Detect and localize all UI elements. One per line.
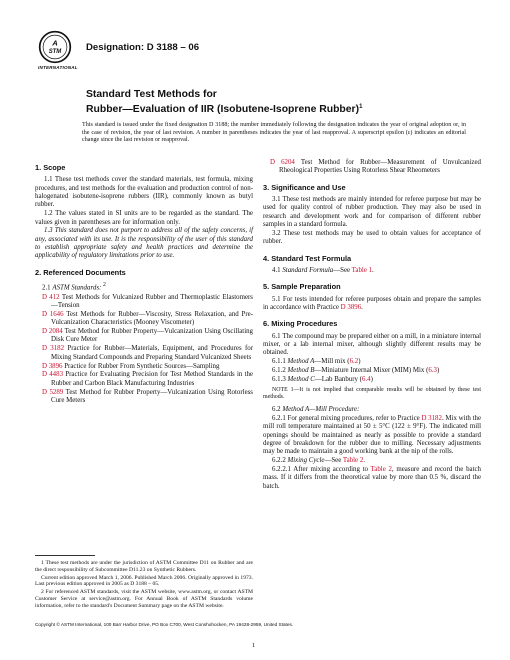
punctuation: .: [361, 303, 363, 311]
document-title: [86, 88, 486, 116]
paragraph-number: 6.2.2: [272, 457, 286, 465]
paragraph-6-1-1: [263, 358, 481, 366]
paragraph-text: —Lab Banbury (: [314, 375, 362, 383]
paragraph-text: —See: [333, 266, 352, 274]
reference-link-d412[interactable]: D 412: [42, 293, 60, 301]
section-6-2-link[interactable]: 6.2: [349, 358, 359, 366]
method-label: Method A: [287, 358, 315, 366]
reference-link-d6204[interactable]: D 6204: [270, 159, 295, 166]
left-column: [35, 156, 253, 406]
subsection-number: 2.1: [42, 284, 51, 292]
section-heading-sample-preparation: 5. Sample Preparation: [263, 282, 341, 292]
reference-text: Test Method for Rubber Property—Vulcanization Using Rotorless Cure Meters: [51, 388, 253, 404]
punctuation: .: [372, 266, 374, 274]
paragraph-number: 6.1.1: [272, 358, 286, 366]
d3182-link[interactable]: D 3182: [421, 415, 442, 423]
paragraph-number: 6.2: [272, 406, 281, 414]
svg-text:STM: STM: [48, 48, 62, 55]
svg-text:A: A: [52, 38, 58, 48]
section-heading-significance: 3. Significance and Use: [263, 182, 346, 192]
paragraph-text: 5.1 For tests intended for referee purposes obtain and prepare the samples in accordance with Practice: [263, 295, 481, 311]
section-6-3-link[interactable]: 6.3: [428, 367, 437, 375]
footnote-2: 2 For referenced ASTM standards, visit the ASTM website, www.astm.org, or contact ASTM Customer Service at service@astm.org. For Annual Book of ASTM Standards volume information, refer to the standard's Document Summary page on the ASTM website.: [35, 589, 253, 609]
punctuation: ): [437, 367, 440, 375]
reference-link-d3896[interactable]: D 3896: [42, 362, 63, 370]
punctuation: .: [363, 457, 366, 465]
table-2-link[interactable]: Table 2: [370, 466, 392, 474]
astm-logo-icon: [38, 30, 72, 64]
paragraph-5-1: [263, 296, 481, 313]
designation: Designation: D 3188 – 06: [86, 42, 200, 53]
title-line-2: [86, 101, 486, 116]
reference-text: Practice for Evaluating Precision for Test Method Standards in the Rubber and Carbon Black Manufacturing Industries: [51, 371, 253, 387]
paragraph-6-2-2-1: [263, 466, 481, 491]
paragraph-6-1-2: [263, 367, 481, 375]
section-heading-scope: 1. Scope: [35, 163, 66, 172]
d3896-link[interactable]: D 3896: [340, 303, 362, 311]
paragraph-text: —Miniature Internal Mixer (MIM) Mix (: [314, 367, 429, 375]
reference-text: Test Method for Rubber Property—Vulcanization Using Oscillating Disk Cure Meter: [51, 328, 253, 344]
paragraph-3-1: 3.1 These test methods are mainly intended for referee purpose but may be used for quality control of rubber production. They may also be used in research and development work and for comparison of different rubber samples in a standard formula.: [263, 196, 481, 229]
reference-text: Test Methods for Vulcanized Rubber and Thermoplastic Elastomers—Tension: [51, 293, 253, 310]
reference-item: [35, 389, 253, 406]
paragraph-number: 6.1.3: [272, 375, 286, 383]
paragraph-6-1: 6.1 The compound may be prepared either on a mill, in a miniature internal mixer, or a lab internal mixer, although slightly different results may be obtained.: [263, 332, 481, 357]
footnote-1-edition: Current edition approved March 1, 2006. Published March 2006. Originally approved in 1973. Last previous edition approved in 2005 as D 3188 – 05.: [35, 574, 253, 588]
reference-item: [35, 311, 253, 328]
paragraph-1-2: 1.2 The values stated in SI units are to be regarded as the standard. The values given in parentheses are for information only.: [35, 210, 253, 226]
section-6-4-link[interactable]: 6.4: [361, 375, 371, 383]
paragraph-text: , measure and record the batch mass. If it differs from the theoretical value by more than 0.5 %, discard the batch.: [263, 466, 481, 490]
paragraph-4-1: [263, 267, 481, 275]
paragraph-3-2: 3.2 These test methods may be used to obtain values for acceptance of rubber.: [263, 229, 481, 246]
footnote-1: 1 These test methods are under the jurisdiction of ASTM Committee D11 on Rubber and are the direct responsibility of Subcommittee D11.23 on Synthetic Rubbers.: [35, 560, 253, 573]
paragraph-number: 6.1.2: [272, 367, 286, 375]
paragraph-label: Standard Formula: [282, 266, 334, 274]
title-line-1: Standard Test Methods for: [86, 89, 217, 100]
paragraph-text: 6.2.1 For general mixing procedures, refer to Practice: [272, 415, 422, 423]
paragraph-number: 4.1: [272, 266, 281, 274]
method-label: Method C: [287, 375, 315, 383]
reference-item: [35, 294, 253, 311]
page-number: 1: [252, 642, 256, 649]
title-footnote-mark: 1: [359, 104, 363, 110]
logo-caption: INTERNATIONAL: [38, 65, 78, 70]
reference-link-d3182[interactable]: D 3182: [42, 345, 65, 353]
table-1-link[interactable]: Table 1: [351, 266, 373, 274]
note-1: NOTE 1—It is not implied that comparable results will be obtained by these test methods.: [263, 387, 481, 401]
title-main: Rubber—Evaluation of IIR (Isobutene-Isoprene Rubber): [86, 104, 360, 115]
right-column: [263, 159, 481, 492]
reference-text: Practice for Rubber From Synthetic Sources—Sampling: [64, 362, 220, 370]
paragraph-6-2: [263, 406, 481, 414]
paragraph-1-3: 1.3 This standard does not purport to address all of the safety concerns, if any, associated with its use. It is the responsibility of the user of this standard to establish appropriate safety and health practices and determine the applicability of regulatory limitations prior to use.: [35, 227, 253, 260]
reference-text: Practice for Rubber—Materials, Equipment, and Procedures for Mixing Standard Compounds and Preparing Standard Vulcanized Sheets: [51, 345, 253, 361]
footnotes: [35, 555, 253, 611]
footnote-divider: [35, 555, 95, 556]
paragraph-label: Mixing Cycle: [287, 457, 325, 465]
reference-item: [35, 371, 253, 388]
subsection-label: ASTM Standards:: [52, 284, 102, 292]
punctuation: ): [370, 375, 373, 383]
paragraph-text: —See: [324, 457, 343, 465]
reference-text: Test Method for Rubber—Measurement of Unvulcanized Rheological Properties Using Rotorless Shear Rheometers: [279, 159, 481, 175]
paragraph-label: Method A—Mill Procedure:: [282, 406, 360, 414]
standard-notice: This standard is issued under the fixed designation D 3188; the number immediately following the designation indicates the year of original adoption or, in the case of revision, the year of last revision. A number in parentheses indicates the year of last reapproval. A superscript epsilon (ε) indicates an editorial change since the last revision or reapproval.: [82, 122, 466, 144]
astm-logo: [38, 30, 78, 74]
copyright-line: Copyright © ASTM International, 100 Barr Harbor Drive, PO Box C700, West Conshohocken, PA 19428-2959, United States.: [35, 622, 294, 627]
paragraph-text: 6.2.2.1 After mixing according to: [272, 466, 371, 474]
paragraph-1-1: 1.1 These test methods cover the standard materials, test formula, mixing procedures, and test methods for the evaluation and production control of non-halogenated isobutene-isoprene rubbers (IIR), commonly known as butyl rubber.: [35, 176, 253, 209]
reference-link-d4483[interactable]: D 4483: [42, 371, 64, 379]
section-heading-mixing-procedures: 6. Mixing Procedures: [263, 319, 338, 329]
paragraph-text: —Mill mix (: [314, 358, 350, 366]
reference-link-d5289[interactable]: D 5289: [42, 388, 64, 396]
reference-link-d1646[interactable]: D 1646: [42, 310, 64, 318]
paragraph-6-2-2: [263, 457, 481, 465]
paragraph-6-2-1: [263, 415, 481, 457]
reference-text: Test Methods for Rubber—Viscosity, Stress Relaxation, and Pre-Vulcanization Characteristics (Mooney Viscometer): [51, 310, 253, 327]
method-label: Method B: [287, 367, 315, 375]
table-2-link[interactable]: Table 2: [342, 457, 364, 465]
reference-item: [35, 363, 253, 371]
reference-link-d2084[interactable]: D 2084: [42, 328, 63, 336]
paragraph-6-1-3: [263, 376, 481, 384]
section-heading-test-formula: 4. Standard Test Formula: [263, 253, 352, 263]
reference-item: [263, 159, 481, 176]
reference-item: [35, 345, 253, 362]
footnote-mark: 2: [103, 282, 106, 289]
subsection-2-1: [35, 281, 253, 293]
paragraph-text: . Mix with the mill roll temperature maintained at 50 ± 5°C (122 ± 9°F). The indicated mill openings should be maintained as nearly as possible to provide a standard degree of breakdown for the rubber due to milling. Necessary adjustments may be made to maintain a good working bank at the nip of the rolls.: [263, 415, 482, 456]
section-heading-referenced-documents: 2. Referenced Documents: [35, 267, 126, 277]
punctuation: ): [358, 358, 361, 366]
reference-item: [35, 328, 253, 345]
